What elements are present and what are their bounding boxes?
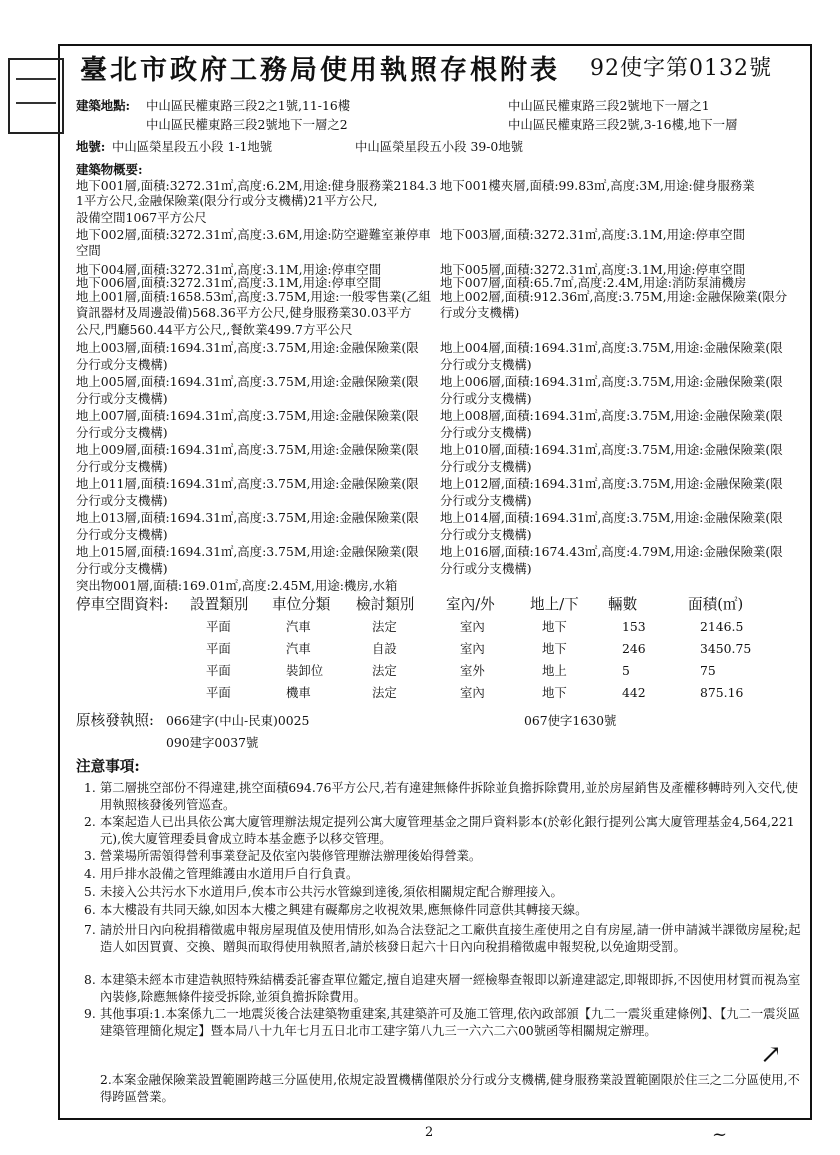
building-line: 分行或分支機構) bbox=[76, 425, 168, 440]
note-item bbox=[84, 884, 802, 901]
building-line: 地下001層,面積:3272.31㎡,高度:6.2M,用途:健身服務業2184.3 bbox=[76, 178, 437, 193]
note-item bbox=[84, 1006, 802, 1039]
parking-cell: 室內 bbox=[460, 641, 485, 656]
building-heading: 建築物概要: bbox=[76, 162, 143, 177]
parking-col-header: 輛數 bbox=[608, 596, 638, 613]
building-line: 地下007層,面積:65.7㎡,高度:2.4M,用途:消防泵浦機房 bbox=[440, 275, 747, 290]
building-line: 分行或分支機構) bbox=[76, 561, 168, 576]
parking-cell: 246 bbox=[622, 641, 646, 656]
note-number: 9. bbox=[84, 1007, 96, 1021]
building-line: 地上012層,面積:1694.31㎡,高度:3.75M,用途:金融保險業(限 bbox=[440, 476, 783, 491]
note-text: 本建築未經本市建造執照特殊結構委託審查單位鑑定,擅自追建夾層一經檢舉查報即以新違建認定,即報即拆,不因使用材質而視為室內裝修,除應無條件接受拆除,並須負擔拆除費用。 bbox=[100, 973, 801, 1004]
parking-col-header: 設置類別 bbox=[190, 596, 249, 613]
building-line: 地上014層,面積:1694.31㎡,高度:3.75M,用途:金融保險業(限 bbox=[440, 510, 783, 525]
address-label: 建築地點: bbox=[76, 98, 131, 113]
parking-col-header: 面積(㎡) bbox=[688, 596, 744, 613]
note-text: 請於卅日內向稅捐稽徵處申報房屋現值及使用情形,如為合法登記之工廠供直接生產使用之自有房屋,請一併申請減半課徵房屋稅;起造人如因買賣、交換、贈與而取得使用執照者,請於核發日起六十日內向稅捐稽徵處申報契稅,以免逾期受罰。 bbox=[100, 923, 801, 954]
note-item bbox=[84, 922, 802, 955]
note-number: 8. bbox=[84, 973, 96, 987]
parking-cell: 法定 bbox=[372, 663, 397, 678]
building-line: 分行或分支機構) bbox=[440, 391, 532, 406]
permit-number: 92使字第0132號 bbox=[590, 56, 772, 81]
building-line: 分行或分支機構) bbox=[76, 391, 168, 406]
arrow-mark-icon: ↗ bbox=[760, 1040, 782, 1070]
address-line2-right: 中山區民權東路三段2號,3-16樓,地下一層 bbox=[508, 117, 738, 132]
approval-label: 原核發執照: bbox=[76, 712, 154, 729]
parking-cell: 442 bbox=[622, 685, 646, 700]
building-line: 分行或分支機構) bbox=[440, 493, 532, 508]
lot-value-2: 中山區榮星段五小段 39-0地號 bbox=[355, 139, 524, 154]
parking-col-header: 地上/下 bbox=[530, 596, 579, 613]
parking-cell: 平面 bbox=[206, 663, 231, 678]
building-line: 地上007層,面積:1694.31㎡,高度:3.75M,用途:金融保險業(限 bbox=[76, 408, 419, 423]
parking-cell: 室內 bbox=[460, 619, 485, 634]
building-line: 空間 bbox=[76, 243, 101, 258]
note-item bbox=[84, 866, 802, 883]
building-line: 地上003層,面積:1694.31㎡,高度:3.75M,用途:金融保險業(限 bbox=[76, 340, 419, 355]
note-number: 6. bbox=[84, 903, 96, 917]
building-line: 地下003層,面積:3272.31㎡,高度:3.1M,用途:停車空間 bbox=[440, 227, 746, 242]
note-number: 4. bbox=[84, 867, 96, 881]
note-number: 1. bbox=[84, 781, 96, 795]
scribble-mark-icon: ~ bbox=[712, 1124, 728, 1145]
note-number: 5. bbox=[84, 885, 96, 899]
note-number: 3. bbox=[84, 849, 96, 863]
lot-label: 地號: bbox=[76, 139, 106, 154]
building-line: 行或分支機構) bbox=[440, 305, 520, 320]
stamp-mark bbox=[8, 58, 64, 134]
parking-cell: 法定 bbox=[372, 685, 397, 700]
parking-col-header: 車位分類 bbox=[272, 596, 331, 613]
parking-col-header: 室內/外 bbox=[446, 596, 495, 613]
approval-item-3: 090建字0037號 bbox=[166, 735, 259, 750]
building-line: 地上010層,面積:1694.31㎡,高度:3.75M,用途:金融保險業(限 bbox=[440, 442, 783, 457]
building-line: 資訊器材及周邊設備)568.36平方公尺,健身服務業30.03平方 bbox=[76, 305, 412, 320]
building-line: 公尺,門廳560.44平方公尺,,餐飲業499.7方平公尺 bbox=[76, 322, 353, 337]
building-line: 分行或分支機構) bbox=[440, 561, 532, 576]
building-line: 設備空間1067平方公尺 bbox=[76, 210, 207, 225]
parking-cell: 平面 bbox=[206, 685, 231, 700]
parking-cell: 地上 bbox=[542, 663, 567, 678]
parking-cell: 875.16 bbox=[700, 685, 744, 700]
page-number: 2 bbox=[425, 1125, 434, 1140]
parking-cell: 3450.75 bbox=[700, 641, 752, 656]
note-text: 未接入公共污水下水道用戶,俟本市公共污水管線到達後,須依相關規定配合辦理接入。 bbox=[100, 885, 563, 899]
building-line: 地上008層,面積:1694.31㎡,高度:3.75M,用途:金融保險業(限 bbox=[440, 408, 783, 423]
parking-cell: 地下 bbox=[542, 619, 567, 634]
building-line: 地下005層,面積:3272.31㎡,高度:3.1M,用途:停車空間 bbox=[440, 262, 746, 277]
building-line: 地上006層,面積:1694.31㎡,高度:3.75M,用途:金融保險業(限 bbox=[440, 374, 783, 389]
note-item bbox=[84, 780, 802, 813]
note-item bbox=[84, 848, 802, 865]
building-line: 地上004層,面積:1694.31㎡,高度:3.75M,用途:金融保險業(限 bbox=[440, 340, 783, 355]
note-text: 用戶排水設備之管理維護由水道用戶自行負責。 bbox=[100, 867, 359, 881]
parking-cell: 5 bbox=[622, 663, 630, 678]
page-title: 臺北市政府工務局使用執照存根附表 bbox=[80, 55, 560, 86]
note-text: 2.本案金融保險業設置範圍跨越三分區使用,依規定設置機構僅限於分行或分支機構,健身服務業設置範圍限於住三之二分區使用,不得跨區營業。 bbox=[100, 1073, 800, 1104]
parking-cell: 153 bbox=[622, 619, 646, 634]
note-text: 營業場所需領得營利事業登記及依室內裝修管理辦法辦理後始得營業。 bbox=[100, 849, 482, 863]
address-line2-left: 中山區民權東路三段2號地下一層之2 bbox=[146, 117, 348, 132]
note-number: 2. bbox=[84, 815, 96, 829]
parking-cell: 2146.5 bbox=[700, 619, 744, 634]
parking-cell: 機車 bbox=[286, 685, 311, 700]
building-line: 地上001層,面積:1658.53㎡,高度:3.75M,用途:一般零售業(乙組 bbox=[76, 289, 431, 304]
building-line: 分行或分支機構) bbox=[440, 425, 532, 440]
parking-heading: 停車空間資料: bbox=[76, 596, 169, 613]
parking-cell: 法定 bbox=[372, 619, 397, 634]
building-line: 地上013層,面積:1694.31㎡,高度:3.75M,用途:金融保險業(限 bbox=[76, 510, 419, 525]
building-line: 分行或分支機構) bbox=[76, 527, 168, 542]
parking-col-header: 檢討類別 bbox=[356, 596, 415, 613]
building-line: 分行或分支機構) bbox=[76, 459, 168, 474]
building-line: 分行或分支機構) bbox=[440, 527, 532, 542]
approval-item-2: 067使字1630號 bbox=[524, 713, 617, 728]
building-line: 地下001樓夾層,面積:99.83㎡,高度:3M,用途:健身服務業 bbox=[440, 178, 755, 193]
building-line: 地下006層,面積:3272.31㎡,高度:3.1M,用途:停車空間 bbox=[76, 275, 382, 290]
note-text: 其他事項:1.本案係九二一地震災後合法建築物重建案,其建築許可及施工管理,依內政部頒【九二一震災重建條例】、【九二一震災區建築管理簡化規定】暨本局八十九年七月五日北市工建字第八九三一六六二六00號函等相關規定辦理。 bbox=[100, 1007, 801, 1038]
parking-cell: 汽車 bbox=[286, 619, 311, 634]
building-line: 地下002層,面積:3272.31㎡,高度:3.6M,用途:防空避難室兼停車 bbox=[76, 227, 431, 242]
parking-cell: 平面 bbox=[206, 619, 231, 634]
address-line1-right: 中山區民權東路三段2號地下一層之1 bbox=[508, 98, 710, 113]
lot-value-1: 中山區榮星段五小段 1-1地號 bbox=[112, 139, 273, 154]
note-item bbox=[84, 902, 802, 919]
building-line: 地上009層,面積:1694.31㎡,高度:3.75M,用途:金融保險業(限 bbox=[76, 442, 419, 457]
building-line: 地上011層,面積:1694.31㎡,高度:3.75M,用途:金融保險業(限 bbox=[76, 476, 419, 491]
building-line: 分行或分支機構) bbox=[440, 459, 532, 474]
building-line: 分行或分支機構) bbox=[76, 493, 168, 508]
parking-cell: 裝卸位 bbox=[286, 663, 324, 678]
building-line: 分行或分支機構) bbox=[76, 357, 168, 372]
address-line1-left: 中山區民權東路三段2之1號,11-16樓 bbox=[146, 98, 351, 113]
parking-cell: 汽車 bbox=[286, 641, 311, 656]
note-item bbox=[84, 1072, 802, 1105]
building-line: 地上002層,面積:912.36㎡,高度:3.75M,用途:金融保險業(限分 bbox=[440, 289, 788, 304]
building-line: 突出物001層,面積:169.01㎡,高度:2.45M,用途:機房,水箱 bbox=[76, 578, 398, 593]
note-text: 本案起造人已出具依公寓大廈管理辦法規定提列公寓大廈管理基金之開戶資料影本(於彰化銀行提列公寓大廈管理基金4,564,221元),俟大廈管理委員會成立時本基金應予以移交管理。 bbox=[100, 815, 795, 846]
parking-cell: 地下 bbox=[542, 685, 567, 700]
note-number: 7. bbox=[84, 923, 96, 937]
parking-cell: 自設 bbox=[372, 641, 397, 656]
note-item bbox=[84, 814, 802, 847]
building-line: 地下004層,面積:3272.31㎡,高度:3.1M,用途:停車空間 bbox=[76, 262, 382, 277]
parking-cell: 75 bbox=[700, 663, 716, 678]
parking-cell: 室外 bbox=[460, 663, 485, 678]
note-text: 本大樓設有共同天線,如因本大樓之興建有礙鄰房之收視效果,應無條件同意供其轉接天線。 bbox=[100, 903, 588, 917]
note-text: 第二層挑空部份不得違建,挑空面積694.76平方公尺,若有違建無條件拆除並負擔拆除費用,並於房屋銷售及產權移轉時列入交代,使用執照核發後列管巡查。 bbox=[100, 781, 799, 812]
notes-heading: 注意事項: bbox=[76, 758, 140, 775]
building-line: 地上015層,面積:1694.31㎡,高度:3.75M,用途:金融保險業(限 bbox=[76, 544, 419, 559]
parking-cell: 室內 bbox=[460, 685, 485, 700]
building-line: 地上016層,面積:1674.43㎡,高度:4.79M,用途:金融保險業(限 bbox=[440, 544, 783, 559]
building-line: 地上005層,面積:1694.31㎡,高度:3.75M,用途:金融保險業(限 bbox=[76, 374, 419, 389]
parking-cell: 地下 bbox=[542, 641, 567, 656]
parking-cell: 平面 bbox=[206, 641, 231, 656]
building-line: 分行或分支機構) bbox=[440, 357, 532, 372]
building-line: 1平方公尺,金融保險業(限分行或分支機構)21平方公尺, bbox=[76, 193, 378, 208]
note-item bbox=[84, 972, 802, 1005]
approval-item-1: 066建字(中山-民東)0025 bbox=[166, 713, 310, 728]
